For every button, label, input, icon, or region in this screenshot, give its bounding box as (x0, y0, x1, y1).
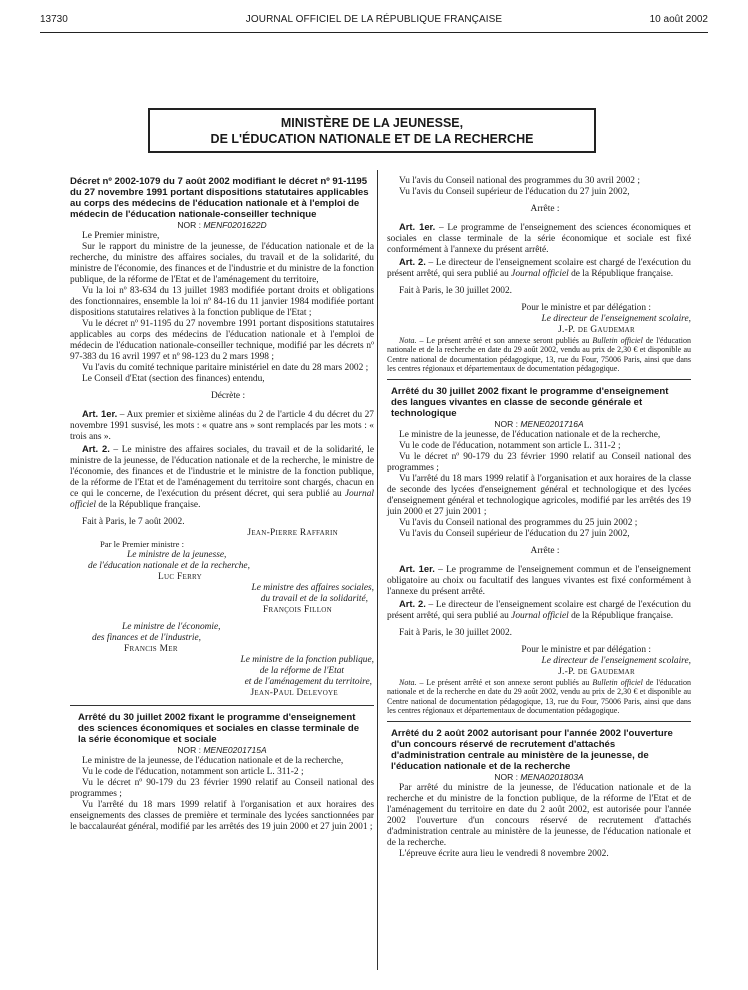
arrete2-director-name: J.-P. de Gaudemar (558, 667, 635, 678)
nor-label: NOR : (177, 220, 201, 230)
arrete1-pour: Pour le ministre et par délégation : (521, 303, 651, 313)
article-text: – Le programme de l'enseignement commun et de l'enseignement obligatoire au choix ou facultatif des langues vivantes est fixé conformément à l'annexe du présent arrêté. (387, 565, 691, 598)
article-text-end: de la République française. (568, 269, 674, 279)
minister-3-title-a: Le ministre de l'économie, (122, 622, 221, 632)
minister-4-title-c: et de l'aménagement du territoire, (244, 677, 372, 687)
arrete2-fait: Fait à Paris, le 30 juillet 2002. (399, 628, 513, 639)
minister-2-title-b: du travail et de la solidarité, (260, 594, 368, 604)
header-rule (40, 32, 708, 33)
arrete1-vu-decret: Vu le décret nº 90-179 du 23 février 1990 relatif au Conseil national des programmes ; (70, 778, 374, 799)
section-divider (70, 705, 374, 706)
arrete2-minister: Le ministre de la jeunesse, de l'éducation nationale et de la recherche, (399, 430, 661, 441)
minister-4-title-a: Le ministre de la fonction publique, (240, 655, 374, 665)
nota-text: – Le présent arrêté et son annexe seront publiés au (416, 336, 593, 345)
arrete3-nor (387, 772, 691, 783)
arrete1-arrete: Arrête : (530, 204, 560, 214)
arrete1-minister: Le ministre de la jeunesse, de l'éducation nationale et de la recherche, (82, 756, 344, 766)
arrete1-vu-code: Vu le code de l'éducation, notamment son article L. 311-2 ; (82, 767, 304, 777)
nota-text-end: de l'éducation nationale et de la recherche en date du 29 août 2002, vendu au prix de 2,30 € et disponible au Centre national de documentation pédagogique, 13, rue du Four, 75006 Paris, ainsi que dans les centres régionaux et départementaux de documentation pédagogique. (387, 678, 692, 716)
article-text-end: de la République française. (568, 611, 674, 622)
nor-label: NOR : (494, 772, 518, 783)
arrete1-article-1 (387, 221, 691, 256)
minister-1-title-a: Le ministre de la jeunesse, (127, 550, 227, 560)
nor-code: MENF0201622D (203, 220, 267, 230)
arrete1-vu-arrete: Vu l'arrêté du 18 mars 1999 relatif à l'organisation et aux horaires des enseignements des classes de première et terminale des lycées sanctionnées par le baccalauréat général, modifié par les arrêtés des 19 juin 2000 et 27 juin 2001 ; (70, 800, 374, 832)
signer-prime-minister: Jean-Pierre Raffarin (247, 528, 338, 538)
page-number: 13730 (40, 14, 68, 25)
journal-officiel-ref: Journal officiel (511, 611, 569, 622)
journal-officiel-ref: Journal officiel (511, 269, 569, 279)
article-text: – Le programme de l'enseignement des sciences économiques et sociales en classe terminale de la série économique et sociale est fixé conformément à l'annexe du présent arrêté. (387, 223, 692, 255)
arrete1-director-title: Le directeur de l'enseignement scolaire, (541, 314, 691, 324)
arrete2-vu-conseil-superieur: Vu l'avis du Conseil supérieur de l'éducation du 27 juin 2002, (399, 529, 630, 540)
left-column (70, 176, 374, 833)
article-label: Art. 1er. (82, 408, 118, 419)
nor-code: MENA0201803A (520, 772, 584, 783)
arrete2-vu-arrete: Vu l'arrêté du 18 mars 1999 relatif à l'organisation et aux horaires de la classe de seconde des lycées d'enseignement général et technologique et des lycées d'enseignement général et technologique agricoles, modifié par les arrêtés des 19 juin 2000 et 27 juin 2001 ; (387, 474, 691, 518)
arrete1-article-2 (387, 256, 691, 280)
page-header (40, 14, 708, 30)
arrete1-director-name: J.-P. de Gaudemar (558, 325, 635, 335)
ministry-line-2: DE L'ÉDUCATION NATIONALE ET DE LA RECHERCHE (210, 132, 534, 146)
article-text: – Le ministre des affaires sociales, du travail et de la solidarité, le ministre de la jeunesse, de l'éducation nationale et de la recherche, le ministre de l'économie, des finances et de l'industrie et le ministre de la fonction publique, de la réforme de l'Etat et de l'aménagement du territoire sont chargés, chacun en ce qui le concerne, de l'exécution du présent décret, qui sera publié au (70, 445, 374, 499)
decret-conseil: Le Conseil d'Etat (section des finances) entendu, (82, 374, 265, 384)
article-text-end: de la République française. (96, 500, 201, 510)
ministry-line-1: MINISTÈRE DE LA JEUNESSE, (280, 116, 464, 130)
article-label: Art. 1er. (399, 221, 436, 232)
minister-4-title-b: de la réforme de l'Etat (259, 666, 344, 676)
minister-2-title-a: Le ministre des affaires sociales, (251, 583, 374, 593)
arrete2-nor (387, 419, 691, 430)
minister-2-name: François Fillon (263, 605, 332, 615)
nor-code: MENE0201715A (203, 745, 267, 755)
column-separator (377, 170, 378, 970)
nor-label: NOR : (494, 419, 518, 430)
right-column (387, 176, 691, 860)
arrete2-nota (387, 678, 691, 715)
arrete1-title: Arrêté du 30 juillet 2002 fixant le programme d'enseignement des sciences économiques et sociales en classe terminale de la série économique et sociale (78, 712, 360, 745)
decret-decrete: Décrète : (210, 391, 246, 401)
arrete2-title: Arrêté du 30 juillet 2002 fixant le programme d'enseignement des langues vivantes en classe de seconde générale et technologique (391, 386, 669, 420)
arrete2-vu-decret: Vu le décret nº 90-179 du 23 février 1990 relatif au Conseil national des programmes ; (387, 452, 691, 474)
minister-3-name: Francis Mer (124, 644, 178, 654)
minister-3-title-b: des finances et de l'industrie, (92, 633, 202, 643)
section-divider (387, 721, 691, 722)
decret-article-1 (70, 408, 374, 443)
decret-vu-decret: Vu le décret nº 91-1195 du 27 novembre 1991 portant dispositions statutaires applicables au corps des médecins de l'éducation nationale et à l'emploi de médecin de l'éducation nationale-conseiller technique, modifié par les décrets nº 97-383 du 16 avril 1997 et nº 98-123 du 2 mars 1998 ; (70, 319, 374, 362)
article-label: Art. 2. (399, 256, 426, 267)
nor-code: MENE0201716A (520, 419, 584, 430)
bulletin-officiel-ref: Bulletin officiel (592, 336, 643, 345)
decret-vu-avis: Vu l'avis du comité technique paritaire ministériel en date du 28 mars 2002 ; (82, 363, 369, 373)
minister-1-name: Luc Ferry (158, 572, 202, 582)
decret-nor (70, 220, 374, 231)
article-label: Art. 2. (82, 443, 110, 454)
arrete1-nor (70, 745, 374, 756)
ministry-box (148, 108, 596, 153)
arrete2-arrete: Arrête : (530, 546, 560, 557)
decret-title: Décret nº 2002-1079 du 7 août 2002 modifiant le décret nº 91-1195 du 27 novembre 1991 portant dispositions statutaires applicables au corps des médecins de l'éducation nationale et à l'emploi de médecin de l'éducation nationale-conseiller technique (70, 176, 369, 220)
bulletin-officiel-ref: Bulletin officiel (592, 678, 643, 688)
section-divider (387, 379, 691, 380)
journal-officiel-ref: Journal officiel (70, 489, 374, 510)
arrete2-pour: Pour le ministre et par délégation : (521, 645, 651, 656)
arrete2-vu-code: Vu le code de l'éducation, notamment son article L. 311-2 ; (399, 441, 621, 452)
decret-vu-loi: Vu la loi nº 83-634 du 13 juillet 1983 modifiée portant droits et obligations des fonctionnaires, ensemble la loi nº 84-16 du 11 janvier 1984 modifiée portant dispositions statutaires relatives à la fonction publique de l'Etat ; (70, 286, 374, 318)
journal-title: JOURNAL OFFICIEL DE LA RÉPUBLIQUE FRANÇAISE (245, 14, 503, 25)
article-label: Art. 1er. (399, 563, 435, 575)
arrete3-epreuve: L'épreuve écrite aura lieu le vendredi 8 novembre 2002. (399, 849, 609, 860)
arrete2-article-1 (387, 563, 691, 598)
article-text: – Aux premier et sixième alinéas du 2 de l'article 4 du décret du 27 novembre 1991 susvisé, les mots : « quatre ans » sont remplacés par les mots : « trois ans ». (70, 410, 374, 442)
decret-fait: Fait à Paris, le 7 août 2002. (82, 517, 185, 527)
article-text: – Le directeur de l'enseignement scolaire est chargé de l'exécution du présent arrêté, qui sera publié au (387, 258, 691, 279)
arrete3-title: Arrêté du 2 août 2002 autorisant pour l'année 2002 l'ouverture d'un concours réservé de recrutement d'attachés d'administration centrale au ministère de la jeunesse, de l'éducation nationale et de la recherche (391, 728, 673, 773)
nota-text-end: de l'éducation nationale et de la recherche en date du 29 août 2002, vendu au prix de 2,30 € et disponible au Centre national de documentation pédagogique, 13, rue du Four, 75006 Paris, ainsi que dans les centres régionaux et départementaux de documentation pédagogique. (387, 336, 692, 373)
arrete1-vu-conseil-national: Vu l'avis du Conseil national des programmes du 30 avril 2002 ; (399, 176, 640, 186)
nota-label: Nota. (399, 336, 417, 345)
arrete1-vu-conseil-superieur: Vu l'avis du Conseil supérieur de l'éducation du 27 juin 2002, (399, 187, 630, 197)
arrete1-fait: Fait à Paris, le 30 juillet 2002. (399, 286, 513, 296)
arrete2-vu-conseil-national: Vu l'avis du Conseil national des programmes du 25 juin 2002 ; (399, 518, 638, 529)
nor-label: NOR : (177, 745, 201, 755)
nota-label: Nota. (399, 678, 417, 688)
arrete1-nota (387, 336, 691, 373)
arrete3-body: Par arrêté du ministre de la jeunesse, de l'éducation nationale et de la recherche et du ministre de la fonction publique, de la réforme de l'Etat et de l'aménagement du territoire en date du 2 août 2002, est autorisée pour l'année 2002 l'ouverture d'un concours réservé de recrutement d'attachés d'administration centrale au ministère de la jeunesse, de l'éducation nationale et de la recherche. (387, 783, 691, 849)
article-text: – Le directeur de l'enseignement scolaire est chargé de l'exécution du présent arrêté, qui sera publié au (387, 600, 691, 622)
minister-4-name: Jean-Paul Delevoye (250, 688, 338, 698)
decret-intro: Le Premier ministre, (82, 231, 160, 241)
arrete2-director-title: Le directeur de l'enseignement scolaire, (541, 656, 691, 667)
issue-date: 10 août 2002 (649, 14, 708, 25)
decret-rapport: Sur le rapport du ministre de la jeunesse, de l'éducation nationale et de la recherche, du ministre des affaires sociales, du travail et de la solidarité, du ministre de l'économie, des finances et de l'industrie et du ministre de la fonction publique, de la réforme de l'Etat et de l'aménagement du territoire, (70, 242, 374, 285)
article-label: Art. 2. (399, 598, 426, 610)
decret-article-2 (70, 443, 374, 511)
minister-1-title-b: de l'éducation nationale et de la recherche, (88, 561, 250, 571)
arrete2-article-2 (387, 598, 691, 622)
nota-text: – Le présent arrêté et son annexe seront publiés au (416, 678, 593, 688)
par-premier-ministre: Par le Premier ministre : (100, 539, 185, 549)
